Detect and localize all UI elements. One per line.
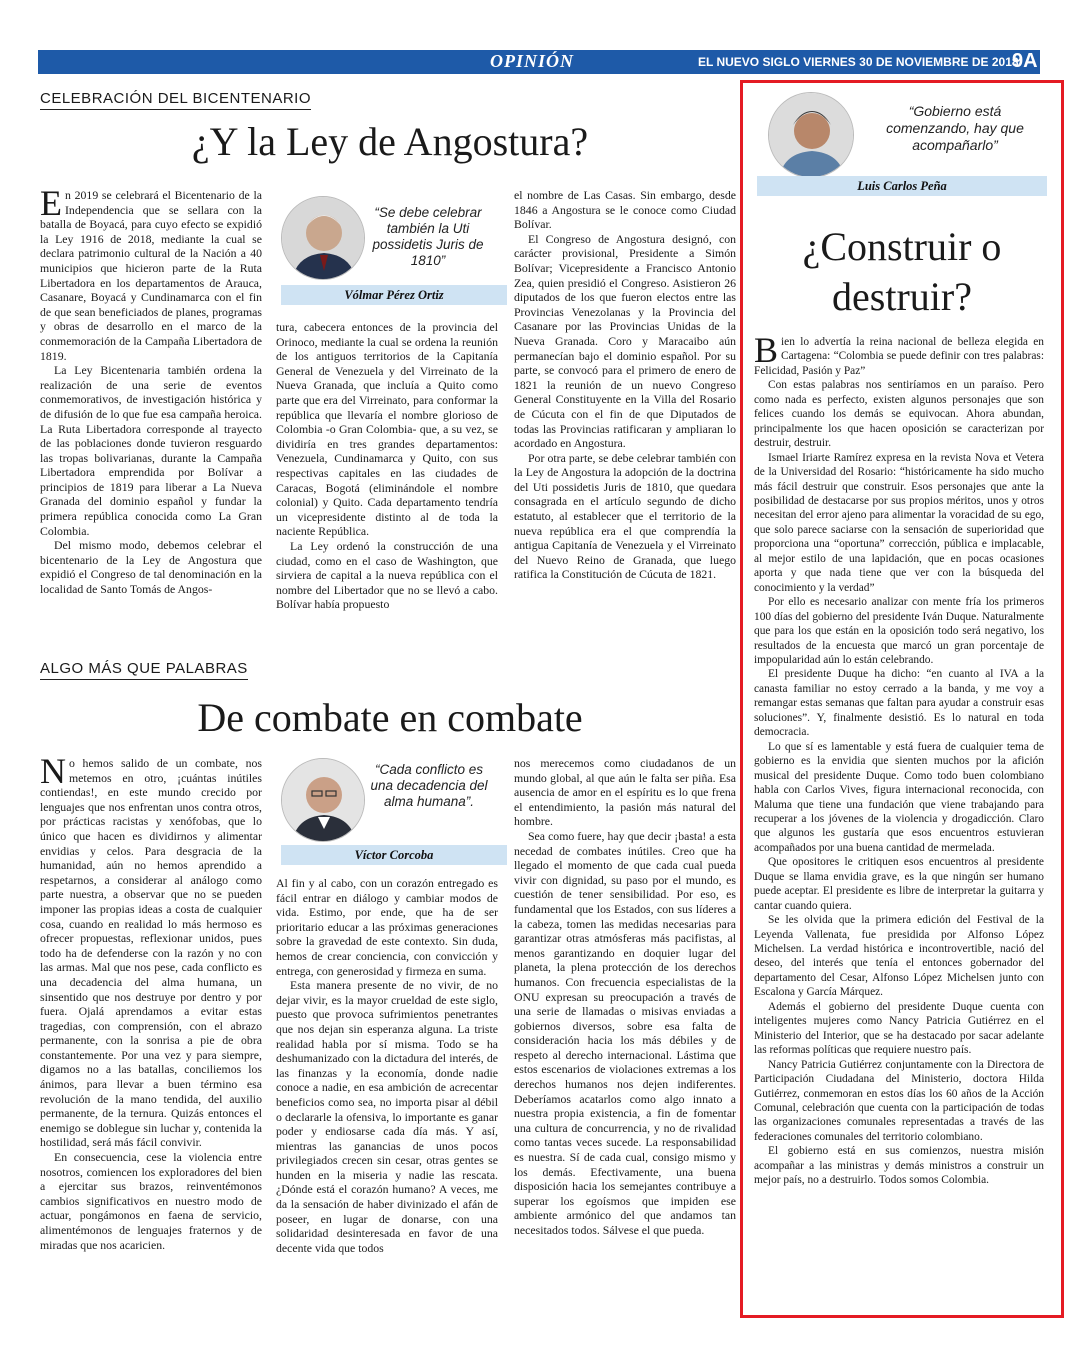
article2-pull-quote: “Cada conflicto es una decadencia del alma humana”. bbox=[370, 762, 488, 809]
article2-author-name: Víctor Corcoba bbox=[281, 845, 507, 865]
article2-paragraph: Sea como fuere, hay que decir ¡basta! a esta necedad de combates inútiles. Creo que ha llegado el momento de que cada cual pueda vivir con dignidad, su paso por el mundo, es cuestión de tener sensibilidad. Por eso, es fundamental que los Estados, con sus líderes a la cabeza, tomen las medidas necesarias para garantizar otras atmósferas más pacifistas, al menos garantizando en doquier lugar del planeta, la plena protección de los derechos humanos. Con frecuencia especialistas de la ONU expresan su preocupación a través de una serie de llamadas o misivas enviadas a gobiernos diversos, sobre esa falta de consideración hacia los más débiles y de respeto al derecho internacional. Lástima que estos escenarios de violaciones extremas a los derechos humanos nos dejen indiferentes. Deberíamos acatarlos como algo innato a nuestra propia existencia, a fin de fomentar una cultura de concurrencia, y no de rivalidad como tantas veces sucede. La responsabilidad es nuestra. Sí de cada cual, consigo mismo y los demás. Efectivamente, una buena disposición hacia los semejantes contribuye a superar los egoísmos que impiden ese ambiente armónico del que andamos tan necesitados todos. Sálvese el que pueda. bbox=[514, 828, 736, 1237]
article2-column-1 bbox=[40, 751, 262, 1252]
article2-paragraph: Esta manera presente de no vivir, de no dejar vivir, es la mayor crueldad de este siglo, puesto que provoca sufrimientos penetrantes que nos dejan sin esperanza alguna. La triste realidad habla por sí misma. Todo se ha deshumanizado con la dictadura del interés, de las finanzas y la economía, donde nadie conoce a nadie, en esa ambición de acrecentar beneficios como sea, no importa pisar al débil o declararle la ofensiva, lo importante es ganar poder y endiosarse cada día más. Y así, mientras las ganancias de unos pocos privilegiados crecen sin cesar, otras gentes se hunden en la miseria y nadie las rescata. ¿Dónde está el corazón humano? A veces, me da la sensación de haber divinizado el afán de poseer, en lugar de donarse, con una solidaridad desinteresada en favor de una decente vida que todos bbox=[276, 978, 498, 1255]
masthead-date: EL NUEVO SIGLO VIERNES 30 DE NOVIEMBRE DE 2018 bbox=[698, 55, 1019, 69]
article1-paragraph: La Ley ordenó la construcción de una ciudad, como en el caso de Washington, que sirviera de capital a la nueva república con el nombre del Libertador que no se llevó a cabo. Bolívar había propuesto bbox=[276, 538, 498, 612]
article3-paragraph: Por ello es necesario analizar con mente fría los primeros 100 días del gobierno del presidente Iván Duque. Naturalmente que para los que están en la oposición todo será negativo, los resultados de la encuesta que marcó un gran porcentaje de impopularidad aún lo están celebrando. bbox=[754, 596, 1044, 666]
article2-paragraph: No hemos salido de un combate, nos metemos en otro, ¡cuántas inútiles contiendas!, en este mundo crecido por lenguajes que nos enfrentan unos contra otros, por prácticas racistas y xenófobas, que lo único que hacen es dividirnos y alimentar envidias y celos. Para desgracia de la humanidad, aún no hemos aprendido a respetarnos, a considerar al análogo como parte nuestra, a observar que no se pueden imponer las propias ideas a costa de cualquier cosa, cuando en realidad lo más hermoso es ofrecer propuestas, reflexionar unidos, pues todo ha de defenderse con la razón y no con las armas. Mal que nos pese, cada conflicto es una decadencia del alma humana, un sinsentido que nos destruye por dentro y por fuera. Ojalá aprendamos a evitar estas tragedias, con comprensión, con el abrazo permanente, con la sonrisa a pie de obra constantemente. Por una vez y para siempre, digamos no a las batallas, conciliemos los ánimos, para llevar a buen término esa revolución de la mano tendida, del auxilio permanente, de la ternura. Quizás entonces el enemigo se doblegue sin luchar y, contenida la hostilidad, será más fácil convivir. bbox=[40, 751, 262, 1150]
author-photo-icon bbox=[282, 197, 365, 280]
drop-cap: N bbox=[40, 751, 66, 791]
article3-paragraph: El presidente Duque ha dicho: “en cuanto al IVA a la canasta familiar no estoy cerrado a la banda, y me voy a remangar estas semanas que faltan para ayudar a construir esas soluciones”. Y, finalmente desistió. Es lo natural en toda democracia. bbox=[754, 668, 1044, 739]
article3-paragraph: Lo que sí es lamentable y está fuera de cualquier tema de gobierno es la envidia que sienten muchos por la afición musical del presidente Duque. Como todo buen colombiano habla con Carlos Vives, figura internacional reconocida, con Maluma que tiene una fundación que viene trabajando para recuperar a los jóvenes de la violencia y drogadicción. Claro que algunos les gustaría que esos encuentros estuvieran acompañados por una buena cantidad de mermelada. bbox=[754, 740, 1044, 854]
article1-pull-quote: “Se debe celebrar también la Uti possidetis Juris de 1810” bbox=[372, 205, 484, 268]
article2-kicker: ALGO MÁS QUE PALABRAS bbox=[40, 660, 248, 680]
article3-pull-quote: “Gobierno está comenzando, hay que acompañarlo” bbox=[886, 103, 1024, 153]
drop-cap: B bbox=[754, 330, 779, 370]
article2-column-2 bbox=[276, 876, 498, 1255]
article2-column-3 bbox=[514, 756, 736, 1238]
article1-paragraph: Por otra parte, se debe celebrar también con la Ley de Angostura la adopción de la doctrina del Uti possidetis Juris de 1810, que quedara consagrada en el artículo segundo de dicho estatuto, al establecer que el territorio de la nueva república era el que comprendía la antigua Capitanía de Venezuela y el Virreinato del Nuevo Reino de Granada, que luego ratifica la Constitución de Cúcuta de 1821. bbox=[514, 450, 736, 582]
article1-paragraph: El Congreso de Angostura designó, con carácter provisional, Presidente a Simón Bolívar; Vicepresidente a Francisco Antonio Zea, quien presidió el Congreso. Asistieron 26 diputados de los que fueron electos entre las Provincias Venezolanas y la Provincia del Casanare por las Provincias Unidas de la Nueva Granada. Coro y Maracaibo aún permanecían bajo el dominio español. Por su parte, se convocó para el primero de enero de 1821 la reunión de un nuevo Congreso General Constituyente en la Villa del Rosario de Cúcuta con el fin de que Diputados de todas las Provincias ratificaran y ampliaran lo acordado en Angostura. bbox=[514, 231, 736, 451]
article1-column-2 bbox=[276, 320, 498, 612]
article1-paragraph: tura, cabecera entonces de la provincia del Orinoco, mediante la cual se ordena la reunión de los antiguos territorios de la Capitanía General de Venezuela y del Virreinato de la Nueva Granada, que incluía a Quito como parte que era del Virreinato, para conformar la república que llevaría el nombre glorioso de Colombia -o Gran Colombia- que, a su vez, se dividiría en tres grandes departamentos: Venezuela, Cundinamarca y Quito, con sus respectivas capitales en las ciudades de Caracas, Bogotá (eliminándole el nombre colonial) y Quito. Cada departamento tendría un vicepresidente distinto al de toda la naciente República. bbox=[276, 320, 498, 539]
article1-paragraph: La Ley Bicentenaria también ordena la realización de una serie de eventos conmemorativos, de investigación histórica y de difusión de lo que fue esa campaña heroica. La Ruta Libertadora corresponde al trayecto de las poblaciones donde tuvieron resguardo las tropas bolivarianas, durante la Campaña Libertadora emprendida por Bolívar a principios de 1819 para liberar a La Nueva Granada del dominio español y fundar la primera república conocida como La Gran Colombia. bbox=[40, 363, 262, 538]
article1-kicker: CELEBRACIÓN DEL BICENTENARIO bbox=[40, 90, 311, 110]
article2-paragraph: nos merecemos como ciudadanos de un mundo global, al que aún le falta ser piña. Esa ausencia de amor en el espíritu es lo que frena el entendimiento, la pasión más natural del hombre. bbox=[514, 756, 736, 829]
author-portrait bbox=[281, 758, 365, 842]
article3-body bbox=[754, 330, 1044, 1188]
page-number: 9A bbox=[1012, 50, 1038, 72]
article3-paragraph: Ismael Iriarte Ramírez expresa en la revista Nova et Vetera de la Universidad del Rosario: “históricamente ha sido mucho más fácil destruir que construir. Esos personajes que ante la posibilidad de destacarse por sus propios méritos, unos y otros necesitan del error ajeno para alimentar la voracidad de su ego, que solo parece saciarse con la sensación de superioridad que proporciona una “oportuna” corrección, pública e implacable, al mejor estilo de una lapidación, que en pocas ocasiones aporta y que nada tiene que ver con la búsqueda del conocimiento y la verdad” bbox=[754, 451, 1044, 594]
article1-paragraph: Del mismo modo, debemos celebrar el bicentenario de la Ley de Angostura que expidió el Congreso de tal denominación en la localidad de Santo Tomás de Angos- bbox=[40, 538, 262, 597]
article3-paragraph: Nancy Patricia Gutiérrez conjuntamente con la Directora de Participación Ciudadana del Ministerio, doctora Hilda Gutiérrez, conmemoran en estos días los 60 años de la Acción Comunal, celebración que cuenta con la participación de todas las organizaciones comunales representadas a través de las federaciones comunales del territorio colombiano. bbox=[754, 1058, 1044, 1143]
article1-author-name: Vólmar Pérez Ortiz bbox=[281, 285, 507, 305]
author-portrait bbox=[768, 92, 854, 178]
article2-title: De combate en combate bbox=[197, 695, 583, 740]
article1-title: ¿Y la Ley de Angostura? bbox=[191, 119, 589, 164]
section-name: OPINIÓN bbox=[490, 51, 575, 71]
author-portrait bbox=[281, 196, 365, 280]
article3-paragraph: Bien lo advertía la reina nacional de belleza elegida en Cartagena: “Colombia se puede definir con tres palabras: Felicidad, Pasión y Paz” bbox=[754, 330, 1044, 377]
article3-author-name: Luis Carlos Peña bbox=[757, 176, 1047, 196]
article2-paragraph: En consecuencia, cese la violencia entre nosotros, comiencen los exploradores del bien a ejercitar sus brazos, reinventémonos cambios significativos en nuestro modo de actuar, pongámonos en faena de servicio, alimentémonos de lenguajes fraternos y de miradas que nos acaricien. bbox=[40, 1150, 262, 1252]
article3-paragraph: Se les olvida que la primera edición del Festival de la Leyenda Vallenata, fue presidida por Alfonso López Michelsen. La verdad histórica e incontrovertible, nació del deseo, del interés que tenía el entonces gobernador del departamento del Cesar, Alfonso López Michelsen junto con Escalona y García Márquez. bbox=[754, 914, 1044, 999]
article1-paragraph: el nombre de Las Casas. Sin embargo, desde 1846 a Angostura se le conoce como Ciudad Bolívar. bbox=[514, 188, 736, 232]
article1-paragraph: En 2019 se celebrará el Bicentenario de la Independencia que se sellara con la batalla de Boyacá, para cuyo efecto se expidió la Ley 1916 de 2018, mediante la cual se declara patrimonio cultural de la Nación a 40 municipios que hicieron parte de la Ruta Libertadora en los departamentos de Arauca, Casanare, Boyacá y Cundinamarca con el fin de que sean beneficiados de planes, programas y obras de desarrollo en el marco de la conmemoración de la Campaña Libertadora de 1819. bbox=[40, 183, 262, 363]
article3-title: ¿Construir o destruir? bbox=[802, 224, 1002, 319]
article1-column-3 bbox=[514, 188, 736, 582]
author-photo-icon bbox=[769, 93, 854, 178]
article3-paragraph: Que opositores le critiquen esos encuentros al presidente Duque se llama envidia grave, es la que ningún ser humano puede aceptar. El presidente es libre de interpretar la guitarra y cantar cuando quiera. bbox=[754, 856, 1044, 912]
article2-paragraph: Al fin y al cabo, con un corazón entregado es fácil entrar en diálogo y cambiar modos de vida. Estimo, por ende, que ha de ser prioritario educar a las próximas generaciones sobre la gravedad de este contexto. Sin duda, hemos de crear conciencia, con convicción y entrega, con generosidad y firmeza en suma. bbox=[276, 876, 498, 978]
drop-cap: E bbox=[40, 183, 62, 223]
article3-paragraph: El gobierno está en sus comienzos, nuestra misión acompañar a las ministras y demás ministros a construir un mejor país, no a destruirlo. Todos somos Colombia. bbox=[754, 1145, 1044, 1187]
article1-column-1 bbox=[40, 183, 262, 597]
article3-paragraph: Con estas palabras nos sentiríamos en un paraíso. Pero como nada es perfecto, existen algunos personajes que son felices cuando los demás se equivocan. Ahora abundan, principalmente los que hacen oposición se caracterizan por destruir, destruir. bbox=[754, 379, 1044, 450]
article3-paragraph: Además el gobierno del presidente Duque cuenta con inteligentes mujeres como Nancy Patricia Gutiérrez en el Ministerio del Interior, que se ha destacado por sacar adelante las reformas políticas que requiere nuestro país. bbox=[754, 1000, 1044, 1057]
author-photo-icon bbox=[282, 759, 365, 842]
